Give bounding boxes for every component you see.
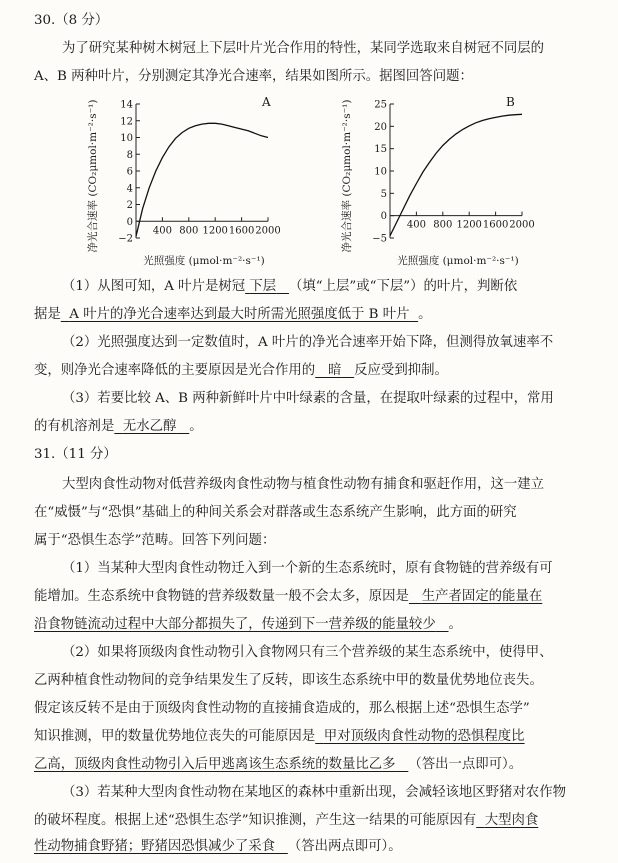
q31-sub3-line2: [34, 810, 538, 832]
q30-sub2-text-c: 反应受到抑制。: [354, 363, 448, 378]
q31-sub3-answer2: [34, 839, 288, 854]
chart-b-y-tick-label: 5: [380, 188, 387, 200]
q30-sub1-line2: [34, 304, 431, 326]
chart-b-title: B: [506, 95, 515, 109]
q31-sub3-answer2-text: 性动物捕食野猪；野猪因恐惧减少了采食: [34, 839, 276, 854]
q30-sub1-answer1: [245, 279, 289, 294]
chart-b-x-tick-label: 1200: [456, 219, 482, 231]
q31-sub1-answer2: [34, 617, 449, 632]
q30-header: [34, 10, 108, 32]
chart-b-xlabel: 光照强度 (μmol·m⁻²·s⁻¹): [397, 255, 519, 267]
chart-b-y-tick-label: −5: [372, 233, 387, 245]
chart-a-y-tick-label: −2: [118, 233, 133, 245]
q31-intro-line1: 大型肉食性动物对低营养级肉食性动物与植食性动物有捕食和驱赶作用，这一建立: [62, 477, 545, 492]
q31-sub3-answer1: [476, 813, 538, 828]
q31-sub2-text-d: 知识推测，甲的数量优势地位丧失的可能原因是: [34, 729, 316, 744]
q31-sub2-line2: 乙两种植食性动物间的竞争结果发生了反转，即该生态系统中甲的数量优势地位丧失。: [34, 673, 543, 688]
q31-sub3-line1: （3）若某种大型肉食性动物在某地区的森林中重新出现，会减轻该地区野猪对农作物: [62, 785, 566, 800]
q31-sub2-line3: 假定该反转不是由于顶级肉食性动物的直接捕食造成的，那么根据上述“恐惧生态学”: [34, 701, 530, 716]
q31-header: [34, 444, 117, 466]
q31-sub2-line4: [34, 726, 525, 748]
q31-sub3-text-c: （答出两点即可）。: [287, 839, 402, 854]
chart-a-series-line: [136, 123, 268, 236]
chart-b-y-tick-label: 20: [374, 121, 387, 133]
chart-a-y-tick-label: 12: [120, 116, 133, 128]
q30-sub2-text-b: 变，则净光合速率降低的主要原因是光合作用的: [34, 363, 316, 378]
q30-sub2-line2: [34, 360, 448, 382]
q30-sub1-answer2-text: A 叶片的净光合速率达到最大时所需光照强度低于 B 叶片: [69, 307, 410, 322]
q31-sub1-line1: （1）当某种大型肉食性动物迁入到一个新的生态系统时，原有食物链的营养级有可: [62, 561, 553, 576]
chart-b-y-tick-label: 25: [374, 99, 387, 111]
chart-a-axes: [118, 100, 280, 245]
chart-b-series-line: [390, 114, 522, 236]
chart-a: [82, 92, 296, 270]
chart-b-x-tick-label: 2000: [509, 219, 535, 231]
q30-sub1-answer1-text: 下层: [249, 279, 277, 294]
q31-sub1-line2: [34, 586, 542, 608]
q31-sub1-text-c: 。: [448, 617, 462, 632]
q30-intro-line2: A、B 两种叶片，分别测定其净光合速率，结果如图所示。据图回答问题：: [34, 69, 473, 84]
chart-b-y-tick-label: 10: [374, 166, 387, 178]
q31-sub3-line3: [34, 836, 402, 858]
q30-sub1-text-c: 据是: [34, 307, 61, 322]
q30-sub2-answer-text: 暗: [327, 363, 342, 378]
q31-sub1-text-b: 能增加。生态系统中食物链的营养级数量一般不会太多，原因是: [34, 589, 409, 604]
q31-score: （11 分）: [55, 447, 117, 462]
q30-sub3-answer: [114, 419, 189, 434]
q30-sub3-answer-text: 无水乙醇: [122, 419, 177, 434]
q30-sub1-line1: [62, 276, 517, 298]
q30-sub3-line2: [34, 416, 203, 438]
q31-intro-line3: 属于“恐惧生态学”范畴。回答下列问题：: [34, 533, 276, 548]
chart-a-ylabel: 净光合速率 (CO₂μmol·m⁻²·s⁻¹): [87, 99, 99, 253]
chart-a-x-tick-label: 800: [179, 225, 199, 237]
q30-sub3-text-c: 。: [189, 419, 203, 434]
q31-sub2-line5: [34, 754, 522, 776]
q31-sub2-line1: （2）如果将顶级肉食性动物引入食物网只有三个营养级的某生态系统中，使得甲、: [62, 645, 553, 660]
q30-intro-line1: 为了研究某种树木树冠上下层叶片光合作用的特性，某同学选取来自树冠不同层的: [62, 41, 545, 56]
chart-b-axes: [372, 100, 534, 245]
q30-number: 30.: [34, 13, 56, 28]
q31-sub3-answer1-text: 大型肉食: [484, 813, 539, 828]
q31-number: 31.: [34, 447, 56, 462]
q31-sub1-answer1: [409, 589, 542, 604]
q30-sub1-text-b: （填“上层”或“下层”）的叶片，判断依: [288, 279, 518, 294]
chart-b-x-tick-label: 400: [406, 219, 426, 231]
chart-b-x-tick-label: 800: [433, 219, 453, 231]
q30-sub1-text-a: （1）从图可知，A 叶片是树冠: [62, 279, 246, 294]
chart-a-y-tick-label: 10: [120, 133, 133, 144]
q30-sub1-text-d: 。: [418, 307, 432, 322]
chart-a-title: A: [262, 95, 271, 109]
chart-b-ylabel: 净光合速率 (CO₂μmol·m⁻²·s⁻¹): [341, 99, 353, 253]
q31-sub1-answer1-text: 生产者固定的能量在: [421, 589, 543, 604]
chart-a-y-tick-label: 8: [126, 149, 133, 161]
chart-b: [336, 92, 550, 270]
q31-sub2-text-e: （答出一点即可）。: [408, 757, 523, 772]
chart-a-x-tick-label: 1200: [202, 225, 228, 237]
chart-a-x-tick-label: 400: [152, 225, 172, 237]
q31-intro-line2: 在“威慑”与“恐惧”基础上的种间关系会对群落或生态系统产生影响，此方面的研究: [34, 505, 517, 520]
chart-a-y-tick-label: 2: [126, 200, 133, 211]
chart-a-y-tick-label: 0: [126, 216, 133, 228]
q31-sub2-answer2: [34, 757, 408, 772]
chart-a-x-tick-label: 1600: [228, 225, 255, 237]
chart-a-y-tick-label: 14: [120, 99, 133, 111]
chart-b-y-tick-label: 15: [374, 144, 387, 156]
chart-a-xlabel: 光照强度 (μmol·m⁻²·s⁻¹): [143, 255, 265, 267]
q31-sub3-text-b: 的破坏程度。根据上述“恐惧生态学”知识推测，产生这一结果的可能原因有: [34, 813, 477, 828]
q31-sub2-answer1-text: 甲对顶级肉食性动物的恐惧程度比: [323, 729, 525, 744]
q31-sub1-line3: [34, 614, 462, 636]
chart-a-y-tick-label: 6: [126, 166, 133, 178]
q30-sub2-line1: （2）光照强度达到一定数值时，A 叶片的净光合速率开始下降，但测得放氧速率不: [62, 335, 554, 350]
q31-sub2-answer2-text: 乙高，顶级肉食性动物引入后甲逃离该生态系统的数量比乙多: [34, 757, 396, 772]
chart-b-y-tick-label: 0: [380, 211, 387, 223]
chart-a-x-tick-label: 2000: [255, 225, 281, 237]
chart-a-y-tick-label: 4: [126, 183, 133, 195]
q30-score: （8 分）: [55, 13, 109, 28]
chart-b-x-tick-label: 1600: [482, 219, 509, 231]
q30-sub3-line1: （3）若要比较 A、B 两种新鲜叶片中叶绿素的含量，在提取叶绿素的过程中，常用: [62, 391, 554, 406]
q31-sub1-answer2-text: 沿食物链流动过程中大部分都损失了，传递到下一营养级的能量较少: [34, 617, 436, 632]
q30-sub2-answer: [315, 363, 354, 378]
q30-sub3-text-b: 的有机溶剂是: [34, 419, 115, 434]
q31-sub2-answer1: [315, 729, 524, 744]
q30-sub1-answer2: [61, 307, 418, 322]
